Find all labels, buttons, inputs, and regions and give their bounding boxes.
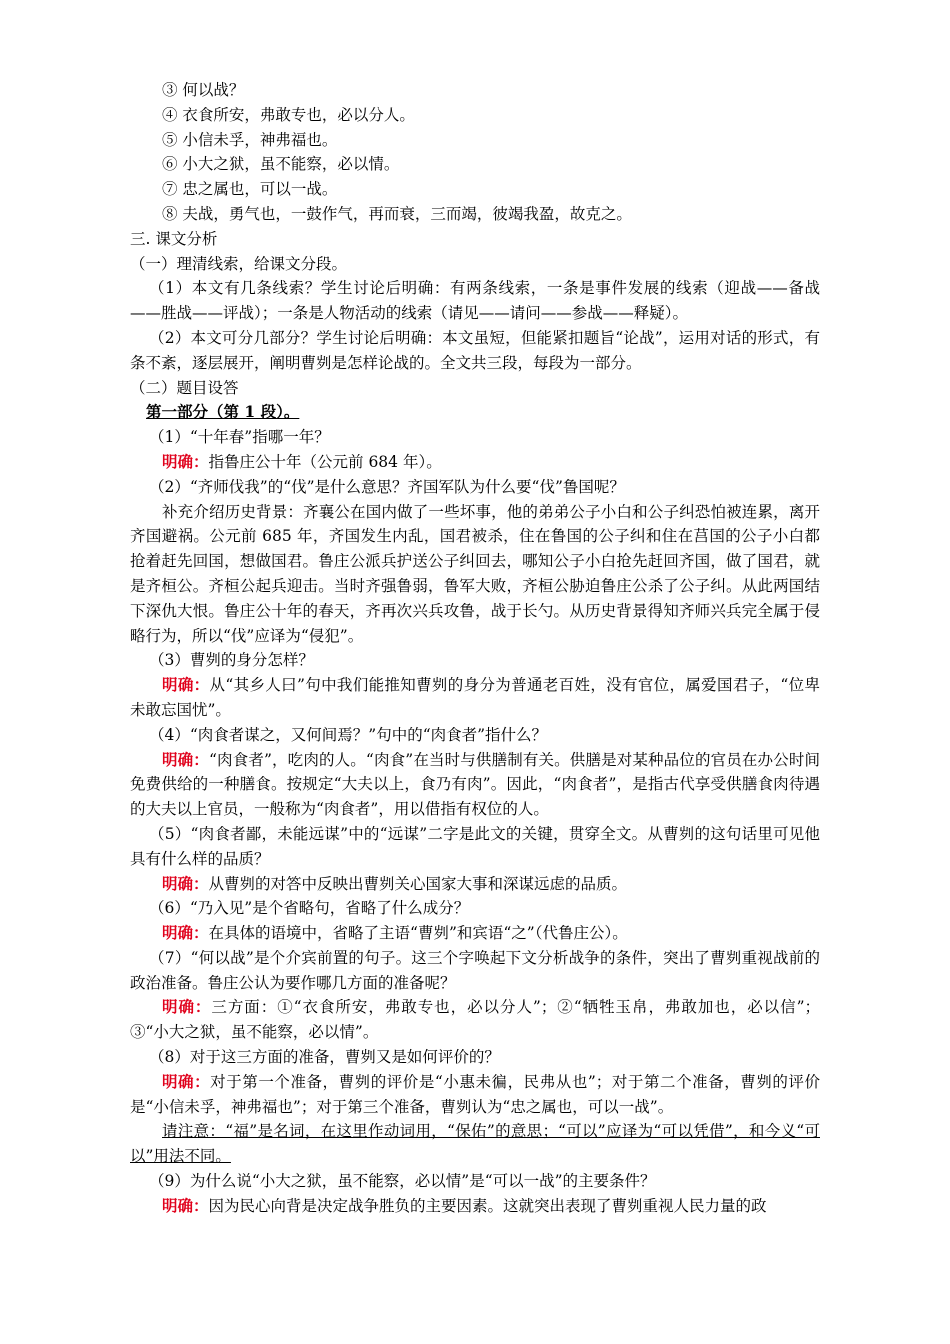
answer	[130, 450, 820, 475]
question: （4）“肉食者谋之，又何间焉？”句中的“肉食者”指什么？	[149, 725, 548, 744]
part-heading	[130, 400, 820, 425]
question: （6）“乃入见”是个省略句，省略了什么成分？	[149, 899, 470, 918]
list-item: ⑤ 小信未孚，神弗福也。	[162, 130, 338, 149]
answer-text: 因为民心向背是决定战争胜负的主要因素。这就突出表现了曹刿重视人民力量的政	[208, 1196, 767, 1215]
note: 请注意：“福”是名词，在这里作动词用，“保佑”的意思；“可以”应译为“可以凭借”，和今义“可以”用法不同。	[130, 1122, 820, 1166]
question: （5）“肉食者鄙，未能远谋”中的“远谋”二字是此文的关键，贯穿全文。从曹刿的这句话里可见他具有什么样的品质？	[130, 824, 820, 868]
question: （3）曹刿的身分怎样？	[149, 651, 314, 670]
question: （9）为什么说“小大之狱，虽不能察，必以情”是“可以一战”的主要条件？	[149, 1172, 656, 1191]
answer	[130, 1194, 820, 1219]
answer-label: 明确：	[162, 997, 212, 1017]
answer-label: 明确：	[162, 873, 209, 893]
section-heading: 三. 课文分析	[130, 229, 218, 248]
answer	[130, 872, 820, 897]
answer-label: 明确：	[162, 451, 209, 471]
answer-text: 从曹刿的对答中反映出曹刿关心国家大事和深谋远虑的品质。	[208, 874, 628, 893]
question: （2）“齐师伐我”的“伐”是什么意思？齐国军队为什么要“伐”鲁国呢？	[149, 477, 625, 496]
subsection-heading: （二）题目设答	[130, 378, 239, 397]
answer-label: 明确：	[162, 923, 209, 943]
list-item: ③ 何以战？	[162, 81, 245, 99]
answer-label: 明确：	[162, 1071, 211, 1091]
answer-label: 明确：	[162, 1195, 209, 1215]
answer-label: 明确：	[162, 749, 209, 769]
answer-text: 在具体的语境中，省略了主语“曹刿”和宾语“之”（代鲁庄公）。	[208, 924, 628, 943]
list-item: ⑧ 夫战，勇气也，一鼓作气，再而衰，三而竭，彼竭我盈，故克之。	[162, 204, 632, 223]
subsection-heading: （一）理清线索，给课文分段。	[130, 254, 348, 273]
answer-text: “肉食者”，吃肉的人。“肉食”在当时与供膳制有关。供膳是对某种品位的官员在办公时间免费供给的一种膳食。按规定“大夫以上，食乃有肉”。因此，“肉食者”，是指古代享受供膳食肉待遇的大夫以上官员，一般称为“肉食者”，用以借指有权位的人。	[130, 750, 820, 819]
answer-text: 对于第一个准备，曹刿的评价是“小惠未徧，民弗从也”；对于第二个准备，曹刿的评价是“小信未孚，神弗福也”；对于第三个准备，曹刿认为“忠之属也，可以一战”。	[130, 1072, 820, 1116]
answer-label: 明确：	[162, 675, 210, 695]
question: （7）“何以战”是个介宾前置的句子。这三个字唤起下文分析战争的条件，突出了曹刿重视战前的政治准备。鲁庄公认为要作哪几方面的准备呢？	[130, 948, 820, 992]
list-item: ④ 衣食所安，弗敢专也，必以分人。	[162, 105, 415, 124]
answer	[130, 995, 820, 1045]
part-title: 第一部分（第 1 段）。	[146, 402, 300, 422]
answer	[130, 673, 820, 723]
document-page	[130, 78, 820, 1219]
background-paragraph: 补充介绍历史背景：齐襄公在国内做了一些坏事，他的弟弟公子小白和公子纠恐怕被连累，离开齐国避祸。公元前 685 年，齐国发生内乱，国君被杀，住在鲁国的公子纠和住在莒国的公子小白都抢着赶先回国，想做国君。鲁庄公派兵护送公子纠回去，哪知公子小白抢先赶回齐国，做了国君，就是齐桓公。齐桓公起兵迎击。当时齐强鲁弱，鲁军大败，齐桓公胁迫鲁庄公杀了公子纠。从此两国结下深仇大恨。鲁庄公十年的春天，齐再次兴兵攻鲁，战于长勺。从历史背景得知齐师兴兵完全属于侵略行为，所以“伐”应译为“侵犯”。	[130, 502, 820, 645]
list-item: ⑦ 忠之属也，可以一战。	[162, 180, 338, 199]
answer	[130, 748, 820, 822]
answer	[130, 921, 820, 946]
question: （1）“十年春”指哪一年？	[149, 428, 330, 447]
paragraph: （1）本文有几条线索？学生讨论后明确：有两条线索，一条是事件发展的线索（迎战——备战——胜战——评战）；一条是人物活动的线索（请见——请问——参战——释疑）。	[130, 279, 820, 323]
answer-text: 指鲁庄公十年（公元前 684 年）。	[208, 452, 442, 471]
question: （8）对于这三方面的准备，曹刿又是如何评价的？	[149, 1048, 500, 1067]
list-item: ⑥ 小大之狱，虽不能察，必以情。	[162, 155, 400, 174]
answer	[130, 1070, 820, 1120]
paragraph: （2）本文可分几部分？学生讨论后明确：本文虽短，但能紧扣题旨“论战”，运用对话的形式，有条不紊，逐层展开，阐明曹刿是怎样论战的。全文共三段，每段为一部分。	[130, 328, 820, 372]
answer-text: 三方面：①“衣食所安，弗敢专也，必以分人”；②“牺牲玉帛，弗敢加也，必以信”；③“小大之狱，虽不能察，必以情”。	[130, 998, 820, 1042]
answer-text: 从“其乡人曰”句中我们能推知曹刿的身分为普通老百姓，没有官位，属爱国君子，“位卑未敢忘国忧”。	[130, 676, 820, 719]
